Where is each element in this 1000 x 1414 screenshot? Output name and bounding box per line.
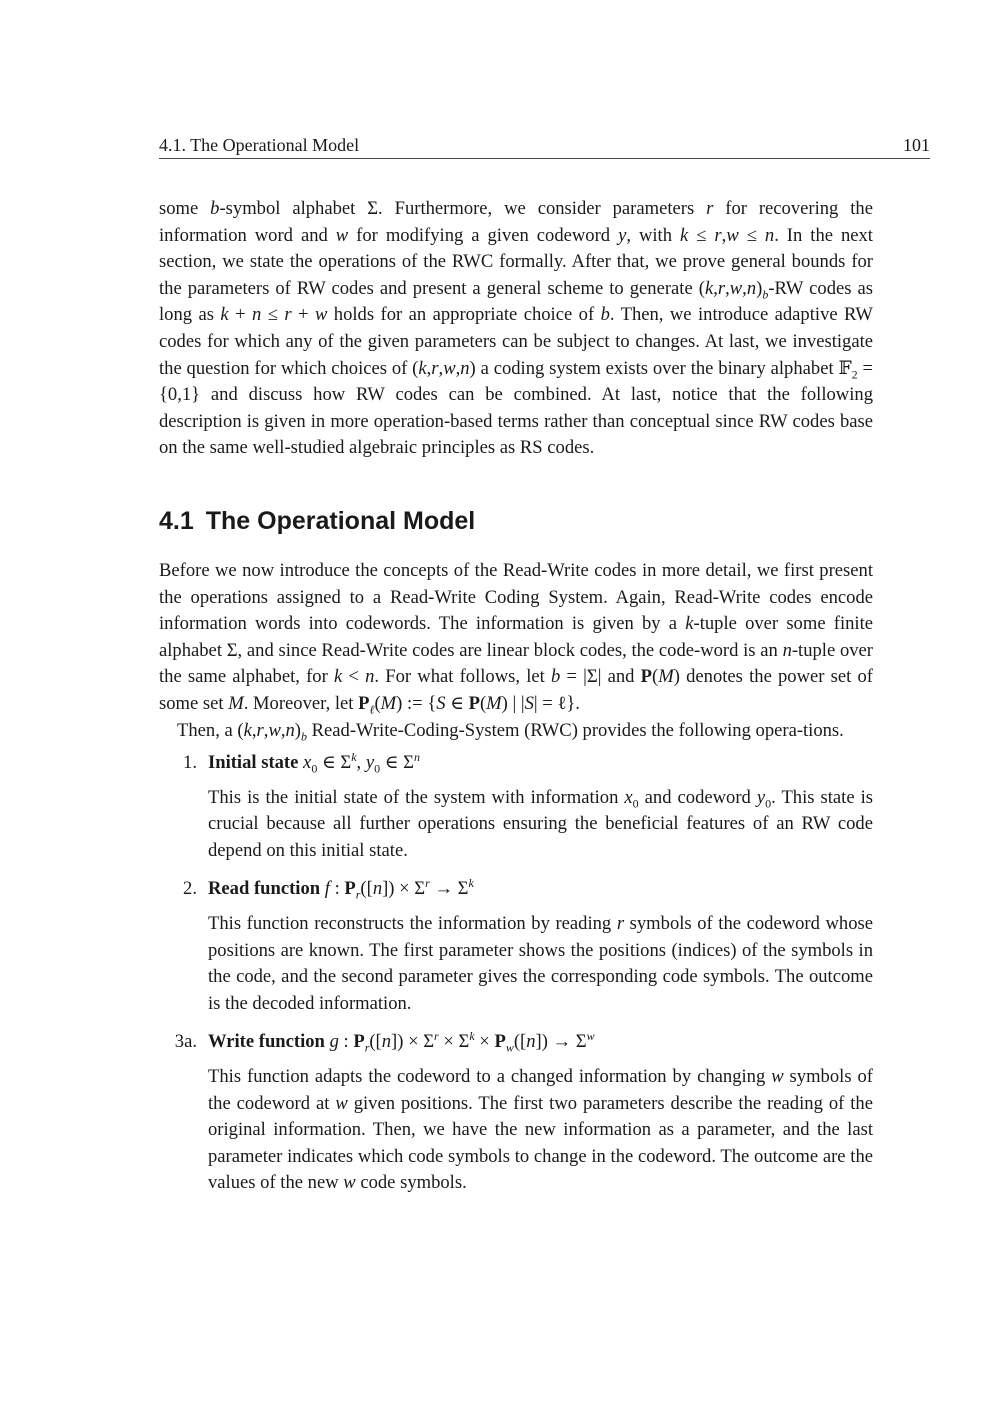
list-item-initial-state xyxy=(159,750,873,864)
list-item-read-function xyxy=(159,876,873,1017)
page-number: 101 xyxy=(903,135,930,155)
section-heading xyxy=(159,506,873,536)
item-heading: Read function f : $P_r([n]) \times \Sigma^r \to \Sigma^k$ xyxy=(208,876,474,903)
running-header-section: 4.1. The Operational Model xyxy=(159,135,360,155)
section-title: The Operational Model xyxy=(205,506,476,535)
item-description: This is the initial state of the system with information $x_0$ and codeword $y_0$. This state is crucial because all further operations ensuring the beneficial features of an RW code depend on this initial state. xyxy=(208,786,873,861)
paragraph-operations: Before we now introduce the concepts of the Read-Write codes in more detail, we first present the operations assigned to a Read-Write Coding System. Again, Read-Write codes encode information words into codewords. The information is given by a k-tuple over some finite alphabet Σ, and since Read-Write codes are linear block codes, the code-word is an n-tuple over the same alphabet, for k < n. For what follows, let b = |Σ| and P(M) denotes the power set of some set M. Moreover, let $P_\ell(M)$ := {S ∈ P(M) | |S| = ℓ}. xyxy=(159,559,874,717)
item-heading: Initial state $x_0$ ∈ $\Sigma^k$, $y_0$ ∈ $\Sigma^n$ xyxy=(208,749,420,776)
running-header xyxy=(159,134,930,159)
intro-paragraph: some b-symbol alphabet Σ. Furthermore, we consider parameters r for recovering the information word and w for modifying a given codeword y, with k ≤ r,w ≤ n. In the next section, we state the operations of the RWC formally. After that, we prove general bounds for the parameters of RW codes and present a general scheme to generate $(k,r,w,n)_b-RW$ codes as long as k + n ≤ r + w holds for an appropriate choice of b. Then, we introduce adaptive RW codes for which any of the given parameters can be subject to changes. At last, we investigate the question for which choices of (k,r,w,n) a coding system exists over the binary alphabet 𝔽$_2$ = {0,1} and discuss how RW codes can be combined. At last, notice that the following description is given in more operation-based terms rather than conceptual since RW codes base on the same well-studied algebraic principles as RS codes. xyxy=(159,198,873,459)
page-body xyxy=(159,196,873,1209)
item-label: 1. xyxy=(183,752,197,774)
item-label: 2. xyxy=(183,878,197,900)
item-description: This function reconstructs the information by reading r symbols of the codeword whose positions are known. The first parameter shows the positions (indices) of the symbols in the code, and the second parameter gives the corresponding code symbols. The outcome is the decoded information. xyxy=(208,913,874,1014)
item-description: This function adapts the codeword to a changed information by changing w symbols of the codeword at w given positions. The first two parameters describe the reading of the original information. Then, we have the new information as a parameter, and the last parameter indicates which code symbols to change in the codeword. The outcome are the values of the new w code symbols. xyxy=(208,1066,873,1194)
list-item-write-function xyxy=(159,1029,873,1197)
operations-list xyxy=(159,750,873,1197)
item-label: 3a. xyxy=(174,1031,197,1053)
section-number: 4.1 xyxy=(159,506,194,535)
paragraph-rwc: Then, a $(k,r,w,n)_b$ Read-Write-Coding-System (RWC) provides the following opera-tions. xyxy=(177,719,844,744)
item-heading: Write function g : $P_r([n]) \times \Sigma^r \times \Sigma^k \times P_w([n]) \to \Sigma^w$ xyxy=(208,1029,595,1056)
